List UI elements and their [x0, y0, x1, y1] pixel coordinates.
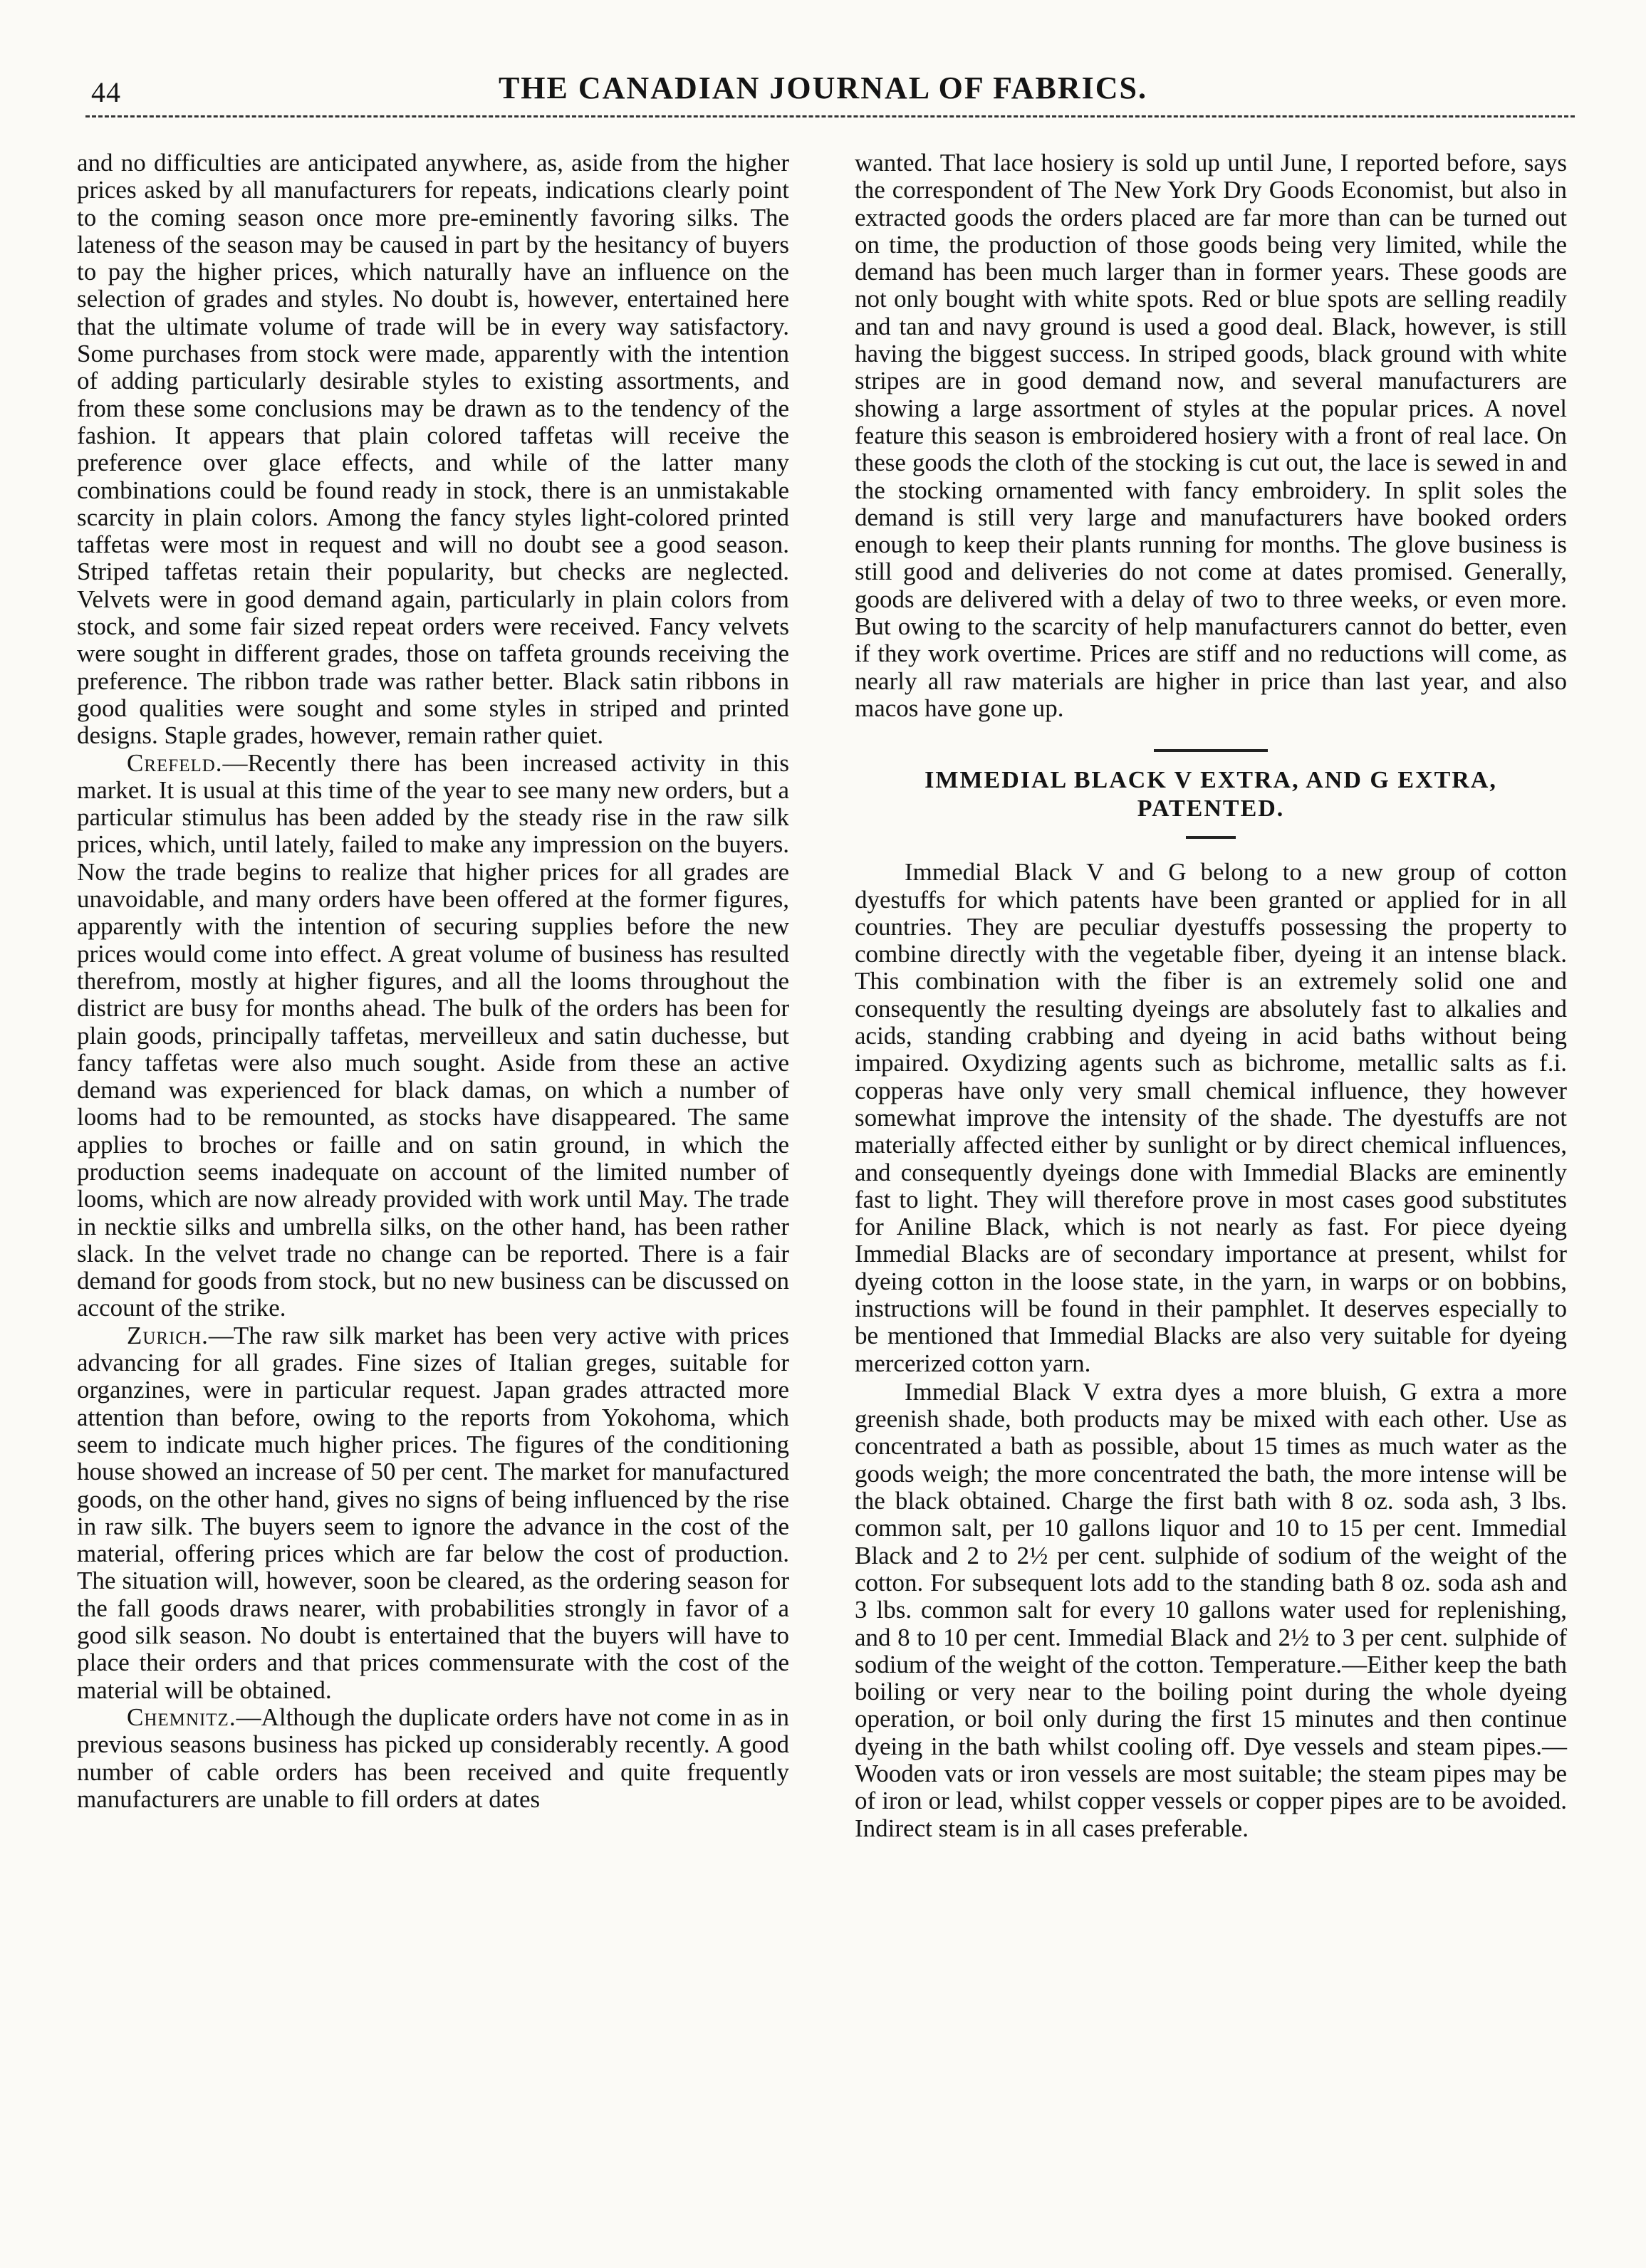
crefeld-text: —Recently there has been increased activity in this market. It is usual at this time of the year to see many new orders, but a particular stimulus has been added by the steady rise in the raw silk prices, which, until lately, failed to make any impression on the buyers. Now the trade begins to realize that higher prices for all grades are unavoidable, and many orders have been offered at the former figures, apparently with the intention of securing supplies before the new prices would come into effect. A great volume of business has resulted therefrom, mostly at higher figures, and all the looms throughout the district are busy for months ahead. The bulk of the orders has been for plain goods, principally taffetas, merveilleux and satin duchesse, but fancy taffetas were also much sought. Aside from these an active demand was experienced for black damas, on which a number of looms had to be remounted, as stocks have disappeared. The same applies to broches or faille and on satin ground, in which the production seems inadequate on account of the limited number of looms, which are now already provided with work until May. The trade in necktie silks and umbrella silks, on the other hand, has been rather slack. In the velvet trade no change can be reported. There is a fair demand for goods from stock, but no new business can be discussed on account of the strike. [77, 748, 789, 1322]
chemnitz-text: —Although the duplicate orders have not come in as in previous seasons business has picked up considerably recently. A good number of cable orders has been received and quite frequently manufacturers are unable to fill orders at dates [77, 1703, 789, 1813]
immedial-dyeing-paragraph: Immedial Black V extra dyes a more bluish, G extra a more greenish shade, both products may be mixed with each other. Use as concentrated a bath as possible, about 15 times as much water as the goods weigh; the more concentrated the bath, the more intense will be the black obtained. Charge the first bath with 8 oz. soda ash, 3 lbs. common salt, per 10 gallons liquor and 10 to 15 per cent. Immedial Black and 2 to 2½ per cent. sulphide of sodium of the weight of the cotton. For subsequent lots add to the standing bath 8 oz. soda ash and 3 lbs. common salt for every 10 gallons water used for replenishing, and 8 to 10 per cent. Immedial Black and 2½ to 3 per cent. sulphide of sodium of the weight of the cotton. Temperature.—Either keep the bath boiling or very near to the boiling point during the whole dyeing operation, or boil only during the first 15 minutes and then continue dyeing in the bath whilst cooling off. Dye vessels and steam pipes.—Wooden vats or iron vessels are most suitable; the steam pipes may be of iron or lead, whilst copper vessels or copper pipes are to be avoided. Indirect steam is in all cases preferable. [855, 1377, 1567, 1842]
zurich-paragraph [77, 1322, 789, 1704]
crefeld-label: Crefeld. [127, 748, 223, 777]
zurich-label: Zurich. [127, 1321, 209, 1349]
crefeld-paragraph [77, 750, 789, 1322]
page-number: 44 [91, 76, 121, 108]
left-column [77, 150, 789, 1813]
hosiery-paragraph: wanted. That lace hosiery is sold up until June, I reported before, says the correspondent of The New York Dry Goods Economist, but also in extracted goods the orders placed are far more than can be turned out on time, the production of those goods being very limited, while the demand has been much larger than in former years. These goods are not only bought with white spots. Red or blue spots are selling readily and tan and navy ground is used a good deal. Black, however, is still having the biggest success. In striped goods, black ground with white stripes are in good demand now, and several manufacturers are showing a large assortment of styles at the popular prices. A novel feature this season is embroidered hosiery with a front of real lace. On these goods the cloth of the stocking is cut out, the lace is sewed in and the stocking ornamented with fancy embroidery. In split soles the demand is still very large and manufacturers have booked orders enough to keep their plants running for months. The glove business is still good and deliveries do not come at dates promised. Generally, goods are delivered with a delay of two to three weeks, or even more. But owing to the scarcity of help manufacturers cannot do better, even if they work overtime. Prices are stiff and no reductions will come, as nearly all raw materials are higher in price than last year, and also macos have gone up. [855, 149, 1567, 722]
silk-market-paragraph: and no difficulties are anticipated anywhere, as, aside from the higher prices asked by all manufacturers for repeats, indications clearly point to the coming season once more pre-eminently favoring silks. The lateness of the season may be caused in part by the hesitancy of buyers to pay the higher prices, which naturally have an influence on the selection of grades and styles. No doubt is, however, entertained here that the ultimate volume of trade will be in every way satisfactory. Some purchases from stock were made, apparently with the intention of adding particularly desirable styles to existing assortments, and from these some conclusions may be drawn as to the tendency of the fashion. It appears that plain colored taffetas will receive the preference over glace effects, and while of the latter many combinations could be found ready in stock, there is an unmistakable scarcity in plain colors. Among the fancy styles light-colored printed taffetas were most in request and will no doubt see a good season. Striped taffetas retain their popularity, but checks are neglected. Velvets were in good demand again, particularly in plain colors from stock, and some fair sized repeat orders were received. Fancy velvets were sought in different grades, those on taffeta grounds receiving the preference. The ribbon trade was rather better. Black satin ribbons in good qualities were sought and some styles in striped and printed designs. Staple grades, however, remain rather quiet. [77, 149, 789, 750]
chemnitz-label: Chemnitz. [127, 1703, 236, 1731]
section-rule-top [1154, 749, 1268, 752]
chemnitz-paragraph [77, 1704, 789, 1813]
header-rule [85, 115, 1575, 117]
section-rule-bottom [1186, 836, 1236, 839]
section-heading: IMMEDIAL BLACK V EXTRA, AND G EXTRA, PATENTED. [924, 767, 1497, 822]
zurich-text: —The raw silk market has been very active with prices advancing for all grades. Fine sizes of Italian greges, suitable for organzines, were in particular request. Japan grades attracted more attention than before, owing to the reports from Yokohoma, which seem to indicate much higher prices. The figures of the conditioning house showed an increase of 50 per cent. The market for manufactured goods, on the other hand, gives no signs of being influenced by the rise in raw silk. The buyers seem to ignore the advance in the cost of the material, offering prices which are far below the cost of production. The situation will, however, soon be cleared, as the ordering season for the fall goods draws nearer, with probabilities strongly in favor of a good silk season. No doubt is entertained that the buyers will have to place their orders and that prices commensurate with the cost of the material will be obtained. [77, 1321, 789, 1704]
journal-title: THE CANADIAN JOURNAL OF FABRICS. [498, 70, 1148, 105]
right-column [855, 150, 1567, 1842]
immedial-intro-paragraph: Immedial Black V and G belong to a new group of cotton dyestuffs for which patents have been granted or applied for in all countries. They are peculiar dyestuffs possessing the property to combine directly with the vegetable fiber, dyeing it an intense black. This combination with the fiber is an extremely solid one and consequently the resulting dyeings are absolutely fast to alkalies and acids, standing crabbing and dyeing in acid baths without being impaired. Oxydizing agents such as bichrome, metallic salts as f.i. copperas have only very small chemical influence, they however somewhat improve the intensity of the shade. The dyestuffs are not materially affected either by sunlight or by direct chemical influences, and consequently dyeings done with Immedial Blacks are eminently fast to light. They will therefore prove in most cases good substitutes for Aniline Black, which is not nearly as fast. For piece dyeing Immedial Blacks are of secondary importance at present, whilst for dyeing cotton in the loose state, in the yarn, in warps or on bobbins, instructions will be found in their pamphlet. It deserves especially to be mentioned that Immedial Blacks are also very suitable for dyeing mercerized cotton yarn. [855, 858, 1567, 1377]
